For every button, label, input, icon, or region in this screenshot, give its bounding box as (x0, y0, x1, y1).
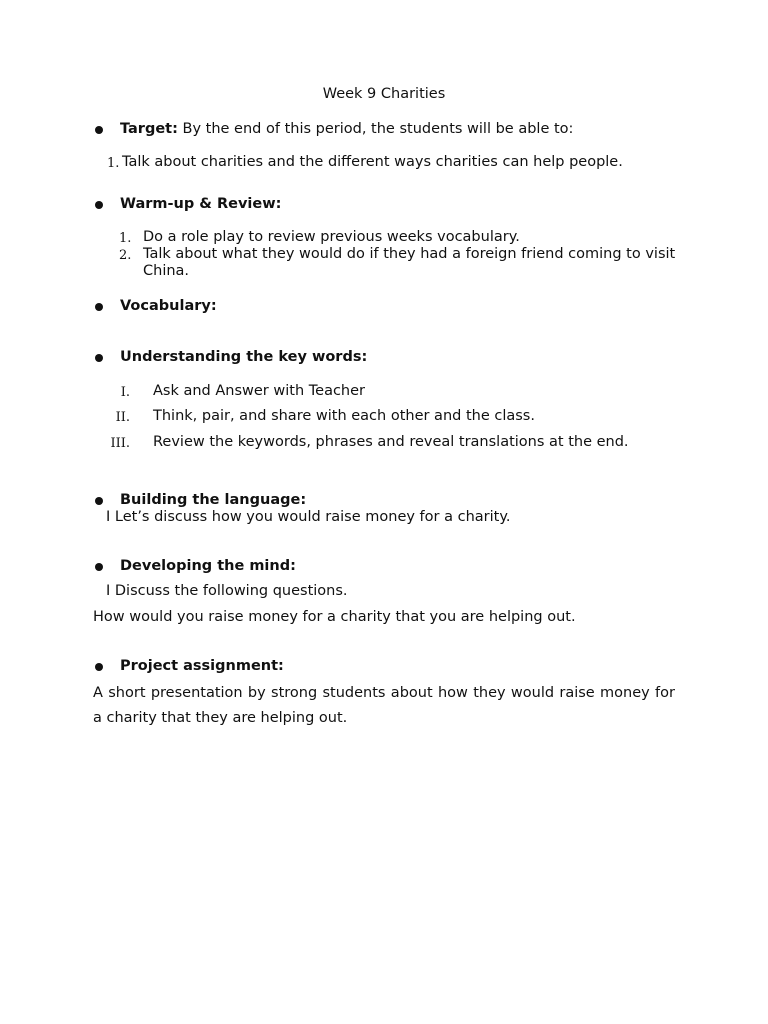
list-number: I. (120, 385, 130, 400)
list-item: Talk about charities and the different ways charities can help people. (122, 154, 623, 170)
bullet-icon (95, 354, 103, 362)
list-item: Think, pair, and share with each other and the class. (153, 408, 535, 424)
vocabulary-heading: Vocabulary: (120, 298, 217, 314)
target-text: By the end of this period, the students will be able to: (177, 121, 574, 137)
warmup-heading: Warm-up & Review: (120, 196, 282, 212)
project-text: A short presentation by strong students about how they would raise money for a charity that they are helping out. (93, 685, 675, 726)
document-title: Week 9 Charities (322, 86, 446, 102)
list-item: Do a role play to review previous weeks vocabulary. (143, 229, 520, 245)
list-number: 1. (119, 231, 132, 246)
list-item: Review the keywords, phrases and reveal translations at the end. (153, 434, 629, 450)
building-text: I Let’s discuss how you would raise money for a charity. (106, 509, 511, 525)
developing-text: I Discuss the following questions. (106, 583, 348, 599)
list-number: 1. (107, 156, 120, 171)
building-heading: Building the language: (120, 492, 307, 508)
developing-question: How would you raise money for a charity that you are helping out. (93, 609, 576, 625)
keywords-heading: Understanding the key words: (120, 349, 368, 365)
bullet-icon (95, 126, 103, 134)
bullet-icon (95, 201, 103, 209)
target-heading: Target: (120, 121, 178, 137)
developing-heading: Developing the mind: (120, 558, 296, 574)
project-heading: Project assignment: (120, 658, 284, 674)
list-number: 2. (119, 248, 132, 263)
list-number: II. (115, 410, 130, 425)
bullet-icon (95, 663, 103, 671)
list-item: Ask and Answer with Teacher (153, 383, 365, 399)
bullet-icon (95, 303, 103, 311)
list-item: Talk about what they would do if they had a foreign friend coming to visit China. (143, 246, 676, 279)
bullet-icon (95, 563, 103, 571)
target-line (120, 121, 573, 137)
list-number: III. (110, 436, 130, 451)
bullet-icon (95, 497, 103, 505)
